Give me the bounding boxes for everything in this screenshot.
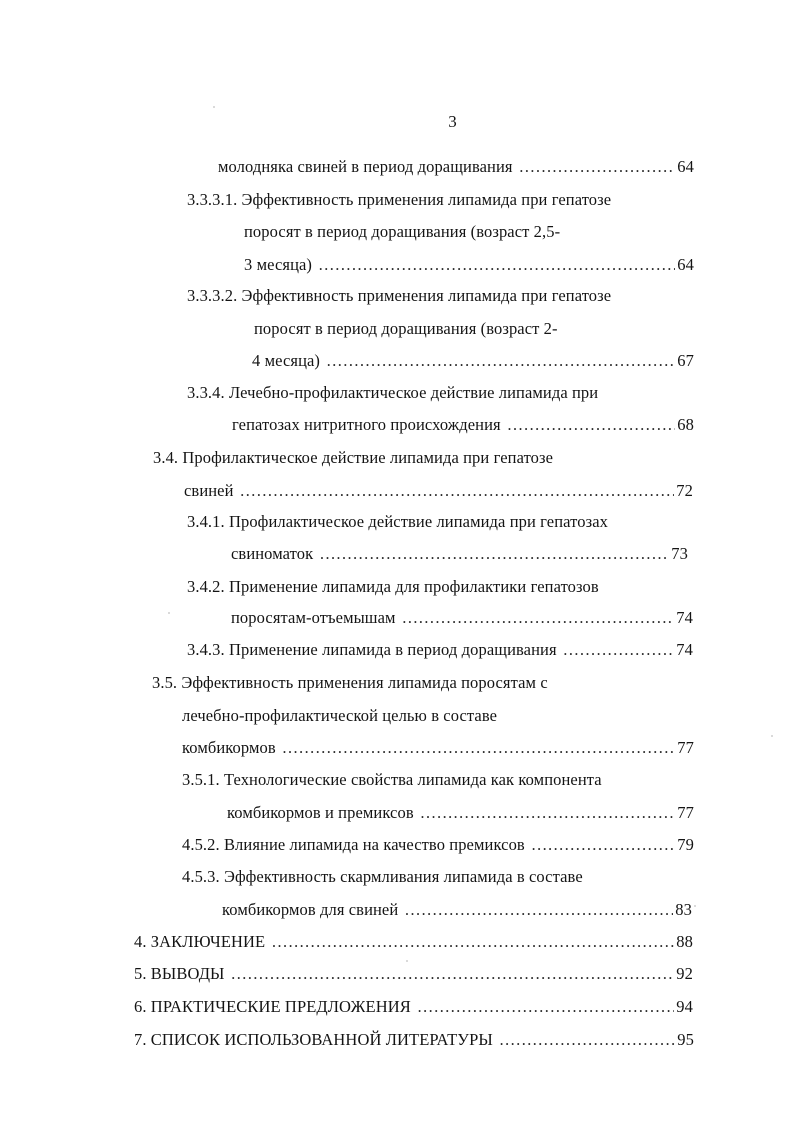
toc-entry-text: лечебно-профилактической целью в составе bbox=[182, 706, 498, 725]
toc-entry bbox=[222, 900, 692, 920]
dot-leader bbox=[420, 803, 676, 823]
toc-entry-text: 3.5. Эффективность применения липамида поросятам с bbox=[152, 673, 548, 692]
toc-entry bbox=[252, 351, 694, 371]
toc-entry bbox=[232, 415, 694, 435]
dot-leader bbox=[404, 900, 673, 920]
toc-entry-continuation bbox=[254, 319, 558, 339]
toc-entry bbox=[134, 964, 693, 984]
toc-entry-text: поросятам-отъемышам bbox=[231, 608, 396, 627]
toc-entry-text: 5. ВЫВОДЫ bbox=[134, 964, 225, 983]
toc-entry bbox=[152, 673, 548, 693]
dot-leader bbox=[417, 997, 674, 1017]
toc-entry-text: 3.4.3. Применение липамида в период доращивания bbox=[187, 640, 557, 659]
toc-entry bbox=[187, 640, 693, 660]
page-number: 3 bbox=[448, 112, 457, 131]
toc-entry bbox=[184, 481, 693, 501]
dot-leader bbox=[402, 608, 675, 628]
toc-entry bbox=[218, 157, 694, 177]
toc-entry bbox=[182, 835, 694, 855]
toc-entry-page: 94 bbox=[676, 997, 693, 1016]
toc-entry bbox=[227, 803, 694, 823]
toc-entry bbox=[134, 932, 693, 952]
toc-entry-page: 79 bbox=[677, 835, 694, 854]
dot-leader bbox=[231, 964, 675, 984]
toc-entry-page: 77 bbox=[677, 803, 694, 822]
dot-leader bbox=[531, 835, 675, 855]
scan-speck bbox=[213, 106, 215, 108]
toc-entry-text: 3 месяца) bbox=[244, 255, 313, 274]
toc-entry-text: поросят в период доращивания (возраст 2,5- bbox=[244, 222, 561, 241]
toc-entry-continuation bbox=[182, 706, 497, 726]
toc-entry-page: 67 bbox=[677, 351, 694, 370]
toc-entry-page: 77 bbox=[677, 738, 694, 757]
toc-entry bbox=[187, 577, 599, 597]
toc-entry-page: 88 bbox=[676, 932, 693, 951]
toc-entry-text: 3.4.2. Применение липамида для профилактики гепатозов bbox=[187, 577, 599, 596]
toc-entry-page: 74 bbox=[676, 640, 693, 659]
toc-entry-text: 4.5.3. Эффективность скармливания липамида в составе bbox=[182, 867, 583, 886]
toc-entry-text: комбикормов и премиксов bbox=[227, 803, 414, 822]
toc-entry-text: 4 месяца) bbox=[252, 351, 321, 370]
toc-entry-text: 4.5.2. Влияние липамида на качество премиксов bbox=[182, 835, 525, 854]
toc-entry bbox=[153, 448, 553, 468]
toc-entry bbox=[182, 867, 583, 887]
dot-leader bbox=[319, 544, 669, 564]
toc-entry bbox=[231, 544, 688, 564]
toc-entry-page: 92 bbox=[676, 964, 693, 983]
toc-entry bbox=[187, 383, 598, 403]
toc-entry bbox=[187, 512, 608, 532]
toc-entry-text: 7. СПИСОК ИСПОЛЬЗОВАННОЙ ЛИТЕРАТУРЫ bbox=[134, 1030, 493, 1049]
toc-entry-text: 3.4.1. Профилактическое действие липамида при гепатозах bbox=[187, 512, 608, 531]
dot-leader bbox=[499, 1030, 675, 1050]
toc-entry bbox=[187, 286, 611, 306]
toc-entry-text: 3.3.3.1. Эффективность применения липамида при гепатозе bbox=[187, 190, 612, 209]
dot-leader bbox=[271, 932, 674, 952]
toc-entry-page: 83 bbox=[675, 900, 692, 919]
toc-entry-text: 3.3.3.2. Эффективность применения липамида при гепатозе bbox=[187, 286, 612, 305]
toc-entry bbox=[134, 1030, 694, 1050]
toc-entry-text: 3.3.4. Лечебно-профилактическое действие липамида при bbox=[187, 383, 599, 402]
dot-leader bbox=[282, 738, 676, 758]
toc-entry-text: молодняка свиней в период доращивания bbox=[218, 157, 513, 176]
toc-entry-continuation bbox=[244, 222, 560, 242]
toc-entry-text: 4. ЗАКЛЮЧЕНИЕ bbox=[134, 932, 266, 951]
toc-entry-text: свиней bbox=[184, 481, 234, 500]
dot-leader bbox=[326, 351, 675, 371]
scan-speck bbox=[406, 960, 408, 962]
toc-entry-page: 68 bbox=[677, 415, 694, 434]
dot-leader bbox=[519, 157, 676, 177]
toc-entry-text: свиноматок bbox=[231, 544, 314, 563]
toc-entry-text: комбикормов bbox=[182, 738, 276, 757]
toc-entry bbox=[231, 608, 693, 628]
toc-entry bbox=[182, 770, 602, 790]
toc-entry-text: комбикормов для свиней bbox=[222, 900, 399, 919]
toc-entry-text: 3.5.1. Технологические свойства липамида как компонента bbox=[182, 770, 602, 789]
toc-entry bbox=[134, 997, 693, 1017]
toc-entry-page: 64 bbox=[677, 255, 694, 274]
toc-entry-text: 6. ПРАКТИЧЕСКИЕ ПРЕДЛОЖЕНИЯ bbox=[134, 997, 411, 1016]
scan-speck bbox=[771, 735, 773, 737]
scan-speck bbox=[168, 612, 170, 614]
toc-entry-text: гепатозах нитритного происхождения bbox=[232, 415, 501, 434]
scan-speck bbox=[694, 905, 696, 907]
dot-leader bbox=[507, 415, 676, 435]
toc-entry-page: 72 bbox=[676, 481, 693, 500]
toc-entry bbox=[182, 738, 694, 758]
toc-entry-page: 74 bbox=[676, 608, 693, 627]
toc-entry-page: 95 bbox=[677, 1030, 694, 1049]
dot-leader bbox=[240, 481, 675, 501]
toc-entry bbox=[244, 255, 694, 275]
toc-entry-page: 64 bbox=[677, 157, 694, 176]
toc-entry bbox=[187, 190, 611, 210]
dot-leader bbox=[318, 255, 675, 275]
toc-entry-text: 3.4. Профилактическое действие липамида при гепатозе bbox=[153, 448, 554, 467]
dot-leader bbox=[563, 640, 675, 660]
toc-entry-text: поросят в период доращивания (возраст 2- bbox=[254, 319, 558, 338]
toc-entry-page: 73 bbox=[671, 544, 688, 563]
